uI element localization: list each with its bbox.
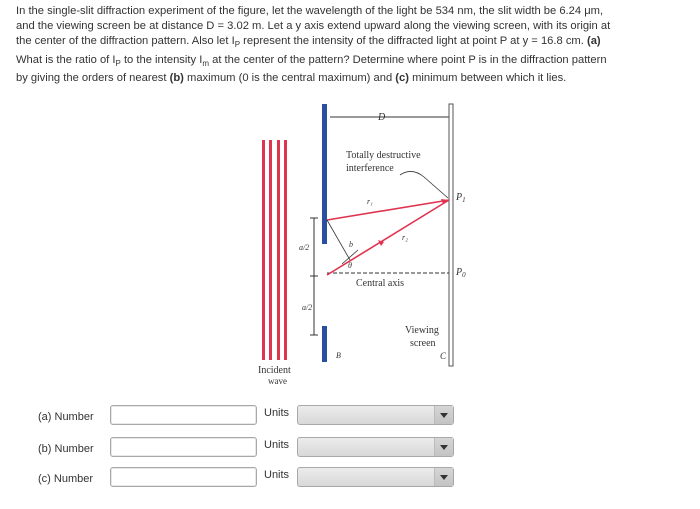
C-label: C — [440, 351, 447, 361]
question-line-5: by giving the orders of nearest (b) maximum (0 is the central maximum) and (c) minimum between which it lies. — [16, 72, 567, 85]
b-label: b — [349, 240, 353, 249]
question-line-1: In the single-slit diffraction experiment of the figure, let the wavelength of the light be 534 nm, the slit width be 6.24 μm, — [16, 5, 604, 17]
B-label: B — [336, 351, 341, 360]
units-select-c[interactable] — [297, 467, 454, 487]
rays — [327, 200, 449, 275]
P1-label: $P_1$ — [456, 192, 466, 204]
r1-label: r₁ — [367, 197, 373, 206]
answer-label-c: (c) Number — [38, 473, 94, 485]
units-select-a-button[interactable] — [434, 406, 453, 424]
P0-label: $P_0$ — [456, 267, 466, 279]
chevron-down-icon — [440, 475, 448, 480]
units-label-a: Units — [264, 407, 290, 419]
incident-label-1: Incident — [258, 365, 291, 376]
chevron-down-icon — [440, 445, 448, 450]
answer-input-a[interactable] — [110, 405, 257, 425]
answer-row-a — [0, 405, 700, 431]
answer-label-a: (a) Number — [38, 411, 94, 423]
totally-destructive-label-1: Totally destructive — [346, 150, 421, 161]
barrier-bottom — [322, 326, 327, 362]
units-select-c-button[interactable] — [434, 468, 453, 486]
viewing-label-2: screen — [410, 338, 436, 349]
r2-label: r₂ — [402, 233, 408, 242]
totally-destructive-label-2: interference — [346, 163, 394, 174]
incident-wavefronts — [262, 140, 287, 360]
barrier-top — [322, 104, 327, 244]
question-line-3: the center of the diffraction pattern. Also let $I_P$ represent the intensity of the diffracted light at point P at y = 16.8 cm. (a) — [16, 35, 601, 50]
question-text — [16, 4, 692, 86]
viewing-label-1: Viewing — [405, 325, 439, 336]
answer-label-b: (b) Number — [38, 443, 94, 455]
incident-label-2: wave — [268, 376, 287, 386]
question-line-2: and the viewing screen be at distance D = 3.02 m. Let a y axis extend upward along the viewing screen, with its origin at — [16, 20, 611, 33]
a-half-bottom-label: a/2 — [302, 303, 313, 312]
units-select-b[interactable] — [297, 437, 454, 457]
answer-row-b — [0, 437, 700, 463]
slit-brackets — [310, 218, 318, 335]
central-axis-label: Central axis — [356, 278, 405, 289]
units-select-a[interactable] — [297, 405, 454, 425]
viewing-screen — [449, 104, 453, 366]
question-line-4: What is the ratio of $I_P$ to the intensity $I_m$ at the center of the pattern? Determine where point P is in the diffraction pattern — [16, 53, 607, 69]
units-label-b: Units — [264, 439, 290, 451]
chevron-down-icon — [440, 413, 448, 418]
units-label-c: Units — [264, 469, 290, 481]
D-label: D — [378, 112, 386, 123]
answer-input-c[interactable] — [110, 467, 257, 487]
a-half-top-label: a/2 — [299, 243, 310, 252]
diffraction-figure — [250, 92, 470, 392]
answer-row-c — [0, 467, 700, 493]
theta-label: θ — [348, 261, 352, 270]
units-select-b-button[interactable] — [434, 438, 453, 456]
answer-input-b[interactable] — [110, 437, 257, 457]
